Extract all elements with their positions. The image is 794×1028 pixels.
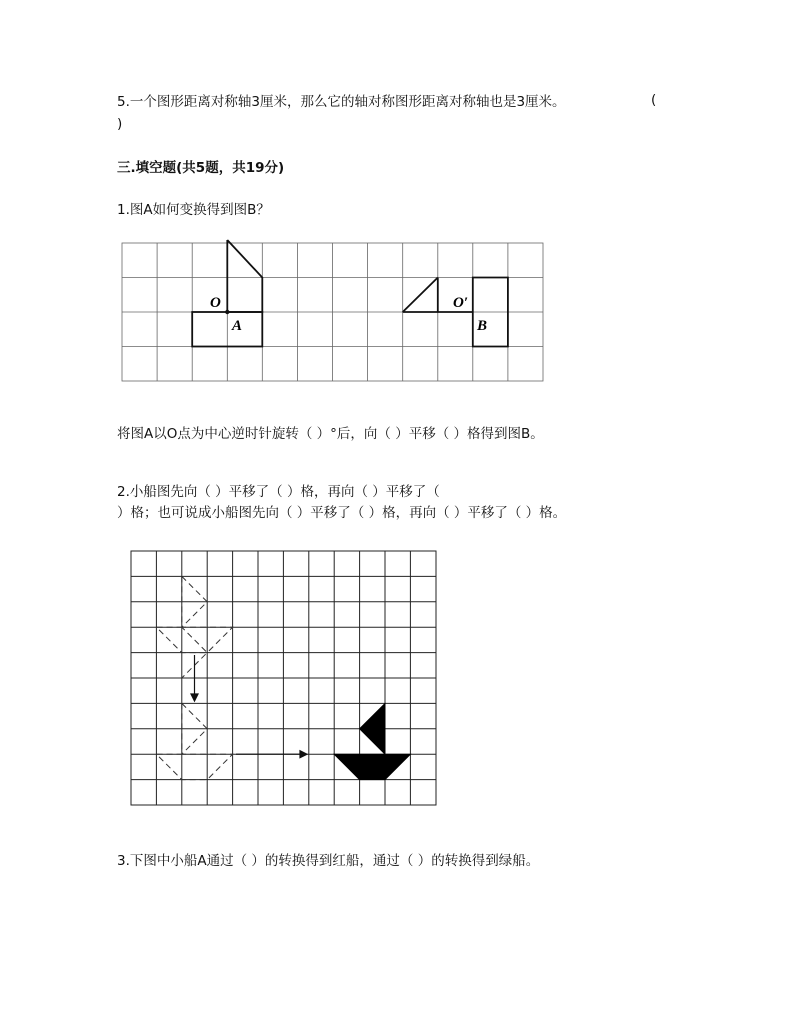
question-2-line-1: 2.小船图先向（ ）平移了（ ）格，再向（ ）平移了（ — [117, 484, 440, 500]
label-o: O — [210, 295, 221, 311]
label-b: B — [477, 318, 488, 334]
right-arrow-icon — [236, 751, 307, 758]
question-2-boat-grid — [130, 550, 438, 808]
question-5-paren-open: ( — [651, 92, 657, 108]
question-5-text: 5.一个图形距离对称轴3厘米，那么它的轴对称图形距离对称轴也是3厘米。 — [117, 94, 566, 110]
label-a: A — [232, 318, 243, 334]
question-1-prompt: 1.图A如何变换得到图B？ — [117, 202, 270, 218]
grid-lines — [122, 243, 543, 381]
question-2-line-2: ）格；也可说成小船图先向（ ）平移了（ ）格，再向（ ）平移了（ ）格。 — [117, 505, 567, 521]
section-title: 三.填空题(共5题，共19分) — [117, 160, 285, 176]
question-3-prompt: 3.下图中小船A通过（ ）的转换得到红船，通过（ ）的转换得到绿船。 — [117, 853, 540, 869]
question-1-grid-figure — [121, 240, 546, 385]
point-o-dot — [225, 310, 229, 314]
label-o-prime: O′ — [453, 295, 469, 311]
question-5-paren-close: ) — [117, 116, 123, 132]
black-boat-shape — [334, 703, 410, 779]
question-1-answer-line: 将图A以O点为中心逆时针旋转（ ）°后，向（ ）平移（ ）格得到图B。 — [117, 426, 544, 442]
dashed-boat-lower — [156, 703, 232, 779]
